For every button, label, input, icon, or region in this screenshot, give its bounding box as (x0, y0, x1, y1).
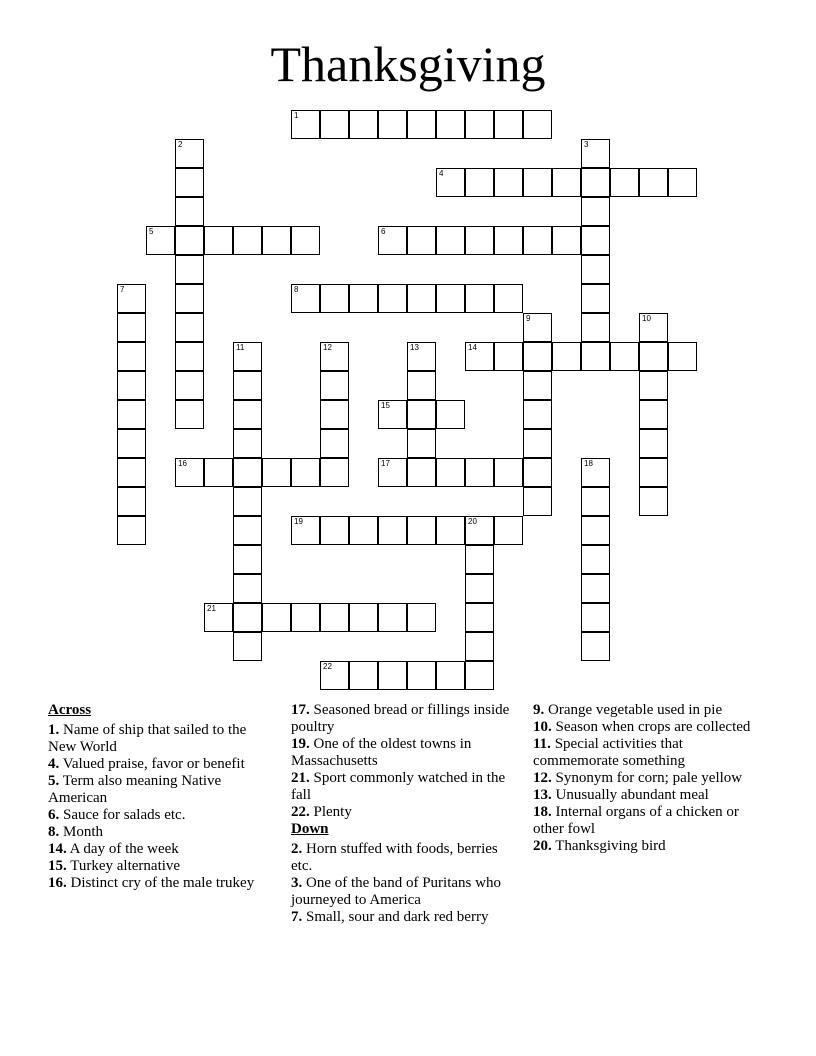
grid-cell[interactable] (465, 632, 494, 661)
grid-cell[interactable] (581, 168, 610, 197)
grid-cell[interactable] (378, 516, 407, 545)
clue-text: A day of the week (66, 841, 179, 857)
grid-cell[interactable] (175, 197, 204, 226)
grid-cell[interactable] (175, 255, 204, 284)
grid-cell[interactable] (465, 661, 494, 690)
clue-item (291, 875, 516, 909)
grid-cell[interactable] (320, 110, 349, 139)
grid-cell[interactable] (175, 168, 204, 197)
clue-item (291, 736, 516, 770)
clue-item (533, 838, 758, 855)
grid-cell[interactable] (349, 110, 378, 139)
clue-text: Valued praise, favor or benefit (59, 756, 245, 772)
grid-cell[interactable] (523, 458, 552, 487)
grid-cell[interactable] (378, 110, 407, 139)
clue-number: 8 (294, 285, 299, 294)
grid-cell[interactable] (552, 226, 581, 255)
grid-cell[interactable] (407, 400, 436, 429)
grid-cell[interactable] (581, 603, 610, 632)
grid-cell[interactable] (523, 226, 552, 255)
grid-cell[interactable] (639, 371, 668, 400)
clue-item (291, 841, 516, 875)
grid-cell[interactable] (407, 371, 436, 400)
clue-number-label: 10. (533, 719, 552, 735)
grid-cell[interactable] (436, 168, 465, 197)
clue-item (48, 722, 273, 756)
grid-cell[interactable] (117, 400, 146, 429)
clue-item (48, 875, 273, 892)
grid-cell[interactable] (407, 110, 436, 139)
grid-cell[interactable] (117, 313, 146, 342)
grid-cell[interactable] (523, 429, 552, 458)
clue-number-label: 21. (291, 770, 310, 786)
clue-number-label: 11. (533, 736, 551, 752)
grid-cell[interactable] (175, 284, 204, 313)
clue-number-label: 3. (291, 875, 303, 891)
clue-number: 16 (178, 459, 187, 468)
grid-cell[interactable] (233, 574, 262, 603)
grid-cell[interactable] (204, 603, 233, 632)
grid-cell[interactable] (320, 429, 349, 458)
grid-cell[interactable] (175, 226, 204, 255)
clue-number: 1 (294, 111, 299, 120)
grid-cell[interactable] (581, 226, 610, 255)
grid-cell[interactable] (523, 371, 552, 400)
grid-cell[interactable] (262, 226, 291, 255)
grid-cell[interactable] (465, 110, 494, 139)
grid-cell[interactable] (320, 342, 349, 371)
clue-number-label: 18. (533, 804, 552, 820)
grid-cell[interactable] (233, 487, 262, 516)
clue-number: 11 (236, 343, 245, 352)
clue-text: Horn stuffed with foods, berries etc. (291, 841, 498, 874)
grid-cell[interactable] (175, 139, 204, 168)
clue-number: 12 (323, 343, 332, 352)
clue-heading: Down (291, 821, 329, 837)
grid-cell[interactable] (378, 226, 407, 255)
grid-cell[interactable] (378, 400, 407, 429)
grid-cell[interactable] (407, 603, 436, 632)
grid-cell[interactable] (465, 574, 494, 603)
grid-cell[interactable] (581, 516, 610, 545)
clue-number-label: 19. (291, 736, 310, 752)
grid-cell[interactable] (581, 487, 610, 516)
clue-item (48, 773, 273, 807)
grid-cell[interactable] (407, 458, 436, 487)
grid-cell[interactable] (320, 603, 349, 632)
grid-cell[interactable] (320, 371, 349, 400)
clue-number: 2 (178, 140, 183, 149)
clue-column-2 (291, 702, 516, 926)
clue-number-label: 6. (48, 807, 60, 823)
grid-cell[interactable] (581, 284, 610, 313)
clue-text: Internal organs of a chicken or other fowl (533, 804, 739, 837)
grid-cell[interactable] (233, 400, 262, 429)
clue-item (48, 858, 273, 875)
grid-cell[interactable] (407, 284, 436, 313)
grid-cell[interactable] (262, 603, 291, 632)
grid-cell[interactable] (291, 110, 320, 139)
grid-cell[interactable] (494, 284, 523, 313)
clue-number: 10 (642, 314, 651, 323)
clue-number-label: 9. (533, 702, 545, 718)
grid-cell[interactable] (117, 487, 146, 516)
clue-number-label: 14. (48, 841, 67, 857)
clue-number-label: 8. (48, 824, 60, 840)
grid-cell[interactable] (117, 342, 146, 371)
grid-cell[interactable] (175, 458, 204, 487)
grid-cell[interactable] (494, 458, 523, 487)
clue-number-label: 13. (533, 787, 552, 803)
grid-cell[interactable] (436, 284, 465, 313)
grid-cell[interactable] (233, 516, 262, 545)
clue-text: Turkey alternative (66, 858, 181, 874)
grid-cell[interactable] (262, 458, 291, 487)
clue-number: 4 (439, 169, 444, 178)
clue-item (291, 909, 516, 926)
grid-cell[interactable] (494, 226, 523, 255)
clue-text: Season when crops are collected (551, 719, 751, 735)
grid-cell[interactable] (378, 661, 407, 690)
puzzle-title: Thanksgiving (270, 36, 546, 92)
grid-cell[interactable] (581, 342, 610, 371)
grid-cell[interactable] (436, 661, 465, 690)
grid-cell[interactable] (320, 284, 349, 313)
grid-cell[interactable] (523, 400, 552, 429)
grid-cell[interactable] (291, 458, 320, 487)
grid-cell[interactable] (639, 400, 668, 429)
grid-cell[interactable] (465, 284, 494, 313)
grid-cell[interactable] (233, 545, 262, 574)
clue-number: 3 (584, 140, 589, 149)
clue-text: Distinct cry of the male trukey (66, 875, 255, 891)
clue-item (48, 841, 273, 858)
grid-cell[interactable] (639, 458, 668, 487)
grid-cell[interactable] (523, 110, 552, 139)
grid-cell[interactable] (233, 342, 262, 371)
grid-cell[interactable] (581, 458, 610, 487)
clue-number: 21 (207, 604, 216, 613)
clue-text: Term also meaning Native American (48, 773, 222, 806)
grid-cell[interactable] (378, 458, 407, 487)
clue-number: 20 (468, 517, 477, 526)
clue-number: 13 (410, 343, 419, 352)
grid-cell[interactable] (436, 516, 465, 545)
grid-cell[interactable] (639, 313, 668, 342)
grid-cell[interactable] (465, 342, 494, 371)
clue-number: 5 (149, 227, 154, 236)
clue-item (48, 824, 273, 841)
grid-cell[interactable] (146, 226, 175, 255)
grid-cell[interactable] (407, 342, 436, 371)
grid-cell[interactable] (494, 168, 523, 197)
clue-item (533, 804, 758, 838)
clue-text: Seasoned bread or fillings inside poultry (291, 702, 510, 735)
grid-cell[interactable] (233, 632, 262, 661)
grid-cell[interactable] (204, 226, 233, 255)
grid-cell[interactable] (523, 487, 552, 516)
clue-number: 14 (468, 343, 477, 352)
grid-cell[interactable] (436, 226, 465, 255)
grid-cell[interactable] (117, 371, 146, 400)
clue-number: 15 (381, 401, 390, 410)
clue-text: Small, sour and dark red berry (302, 909, 489, 925)
clue-number-label: 7. (291, 909, 303, 925)
clue-item (533, 702, 758, 719)
clue-number-label: 22. (291, 804, 310, 820)
grid-cell[interactable] (436, 400, 465, 429)
clue-text: One of the oldest towns in Massachusetts (291, 736, 472, 769)
grid-cell[interactable] (523, 168, 552, 197)
grid-cell[interactable] (639, 342, 668, 371)
clue-number-label: 2. (291, 841, 303, 857)
grid-cell[interactable] (436, 458, 465, 487)
grid-cell[interactable] (552, 342, 581, 371)
clue-item (48, 756, 273, 773)
grid-cell[interactable] (465, 603, 494, 632)
clue-number-label: 17. (291, 702, 310, 718)
clue-text: Sauce for salads etc. (59, 807, 186, 823)
grid-cell[interactable] (465, 168, 494, 197)
grid-cell[interactable] (378, 603, 407, 632)
grid-cell[interactable] (581, 255, 610, 284)
grid-cell[interactable] (407, 661, 436, 690)
clue-number: 17 (381, 459, 390, 468)
grid-cell[interactable] (668, 168, 697, 197)
clue-column-1 (48, 702, 273, 892)
grid-cell[interactable] (291, 226, 320, 255)
clue-number: 19 (294, 517, 303, 526)
grid-cell[interactable] (320, 400, 349, 429)
grid-cell[interactable] (610, 168, 639, 197)
grid-cell[interactable] (465, 516, 494, 545)
grid-cell[interactable] (523, 313, 552, 342)
clue-text: Unusually abundant meal (551, 787, 709, 803)
clue-number-label: 5. (48, 773, 60, 789)
clue-text: Sport commonly watched in the fall (291, 770, 506, 803)
clue-number-label: 4. (48, 756, 60, 772)
grid-cell[interactable] (320, 516, 349, 545)
grid-cell[interactable] (233, 226, 262, 255)
grid-cell[interactable] (523, 342, 552, 371)
grid-cell[interactable] (639, 429, 668, 458)
grid-cell[interactable] (552, 168, 581, 197)
grid-cell[interactable] (668, 342, 697, 371)
grid-cell[interactable] (175, 371, 204, 400)
grid-cell[interactable] (465, 458, 494, 487)
clue-number: 22 (323, 662, 332, 671)
grid-cell[interactable] (349, 603, 378, 632)
clue-heading: Across (48, 702, 92, 718)
grid-cell[interactable] (204, 458, 233, 487)
grid-cell[interactable] (378, 284, 407, 313)
grid-cell[interactable] (465, 226, 494, 255)
clue-item (533, 736, 758, 770)
clue-text: Plenty (309, 804, 352, 820)
grid-cell[interactable] (407, 429, 436, 458)
clue-item (48, 807, 273, 824)
clue-item (291, 770, 516, 804)
clue-text: Name of ship that sailed to the New World (48, 722, 247, 755)
grid-cell[interactable] (581, 574, 610, 603)
grid-cell[interactable] (233, 458, 262, 487)
grid-cell[interactable] (349, 661, 378, 690)
clue-number: 18 (584, 459, 593, 468)
grid-cell[interactable] (291, 284, 320, 313)
grid-cell[interactable] (407, 516, 436, 545)
grid-cell[interactable] (117, 516, 146, 545)
grid-cell[interactable] (639, 487, 668, 516)
clue-number: 6 (381, 227, 386, 236)
grid-cell[interactable] (436, 110, 465, 139)
clue-item (533, 787, 758, 804)
clue-text: Month (59, 824, 104, 840)
clue-number-label: 12. (533, 770, 552, 786)
grid-cell[interactable] (175, 313, 204, 342)
grid-cell[interactable] (291, 603, 320, 632)
clue-item (291, 702, 516, 736)
grid-cell[interactable] (581, 545, 610, 574)
grid-cell[interactable] (117, 458, 146, 487)
clue-number: 9 (526, 314, 531, 323)
grid-cell[interactable] (494, 516, 523, 545)
grid-cell[interactable] (610, 342, 639, 371)
grid-cell[interactable] (639, 168, 668, 197)
clue-number: 7 (120, 285, 125, 294)
clue-number-label: 1. (48, 722, 60, 738)
grid-cell[interactable] (349, 284, 378, 313)
grid-cell[interactable] (494, 110, 523, 139)
clue-text: Orange vegetable used in pie (544, 702, 723, 718)
clue-item (291, 804, 516, 821)
grid-cell[interactable] (494, 342, 523, 371)
grid-cell[interactable] (320, 458, 349, 487)
clue-column-3 (533, 702, 758, 855)
clue-text: One of the band of Puritans who journeyed to America (291, 875, 501, 908)
grid-cell[interactable] (233, 603, 262, 632)
grid-cell[interactable] (581, 632, 610, 661)
clue-item (533, 770, 758, 787)
clue-number-label: 15. (48, 858, 67, 874)
grid-cell[interactable] (465, 545, 494, 574)
clue-item (533, 719, 758, 736)
grid-cell[interactable] (407, 226, 436, 255)
grid-cell[interactable] (291, 516, 320, 545)
clue-text: Special activities that commemorate something (533, 736, 686, 769)
clue-text: Synonym for corn; pale yellow (551, 770, 743, 786)
grid-cell[interactable] (233, 371, 262, 400)
grid-cell[interactable] (175, 400, 204, 429)
grid-cell[interactable] (581, 197, 610, 226)
grid-cell[interactable] (349, 516, 378, 545)
grid-cell[interactable] (581, 139, 610, 168)
grid-cell[interactable] (117, 429, 146, 458)
grid-cell[interactable] (175, 342, 204, 371)
grid-cell[interactable] (581, 313, 610, 342)
clue-text: Thanksgiving bird (551, 838, 666, 854)
grid-cell[interactable] (117, 284, 146, 313)
clue-number-label: 20. (533, 838, 552, 854)
grid-cell[interactable] (320, 661, 349, 690)
grid-cell[interactable] (233, 429, 262, 458)
clue-number-label: 16. (48, 875, 67, 891)
